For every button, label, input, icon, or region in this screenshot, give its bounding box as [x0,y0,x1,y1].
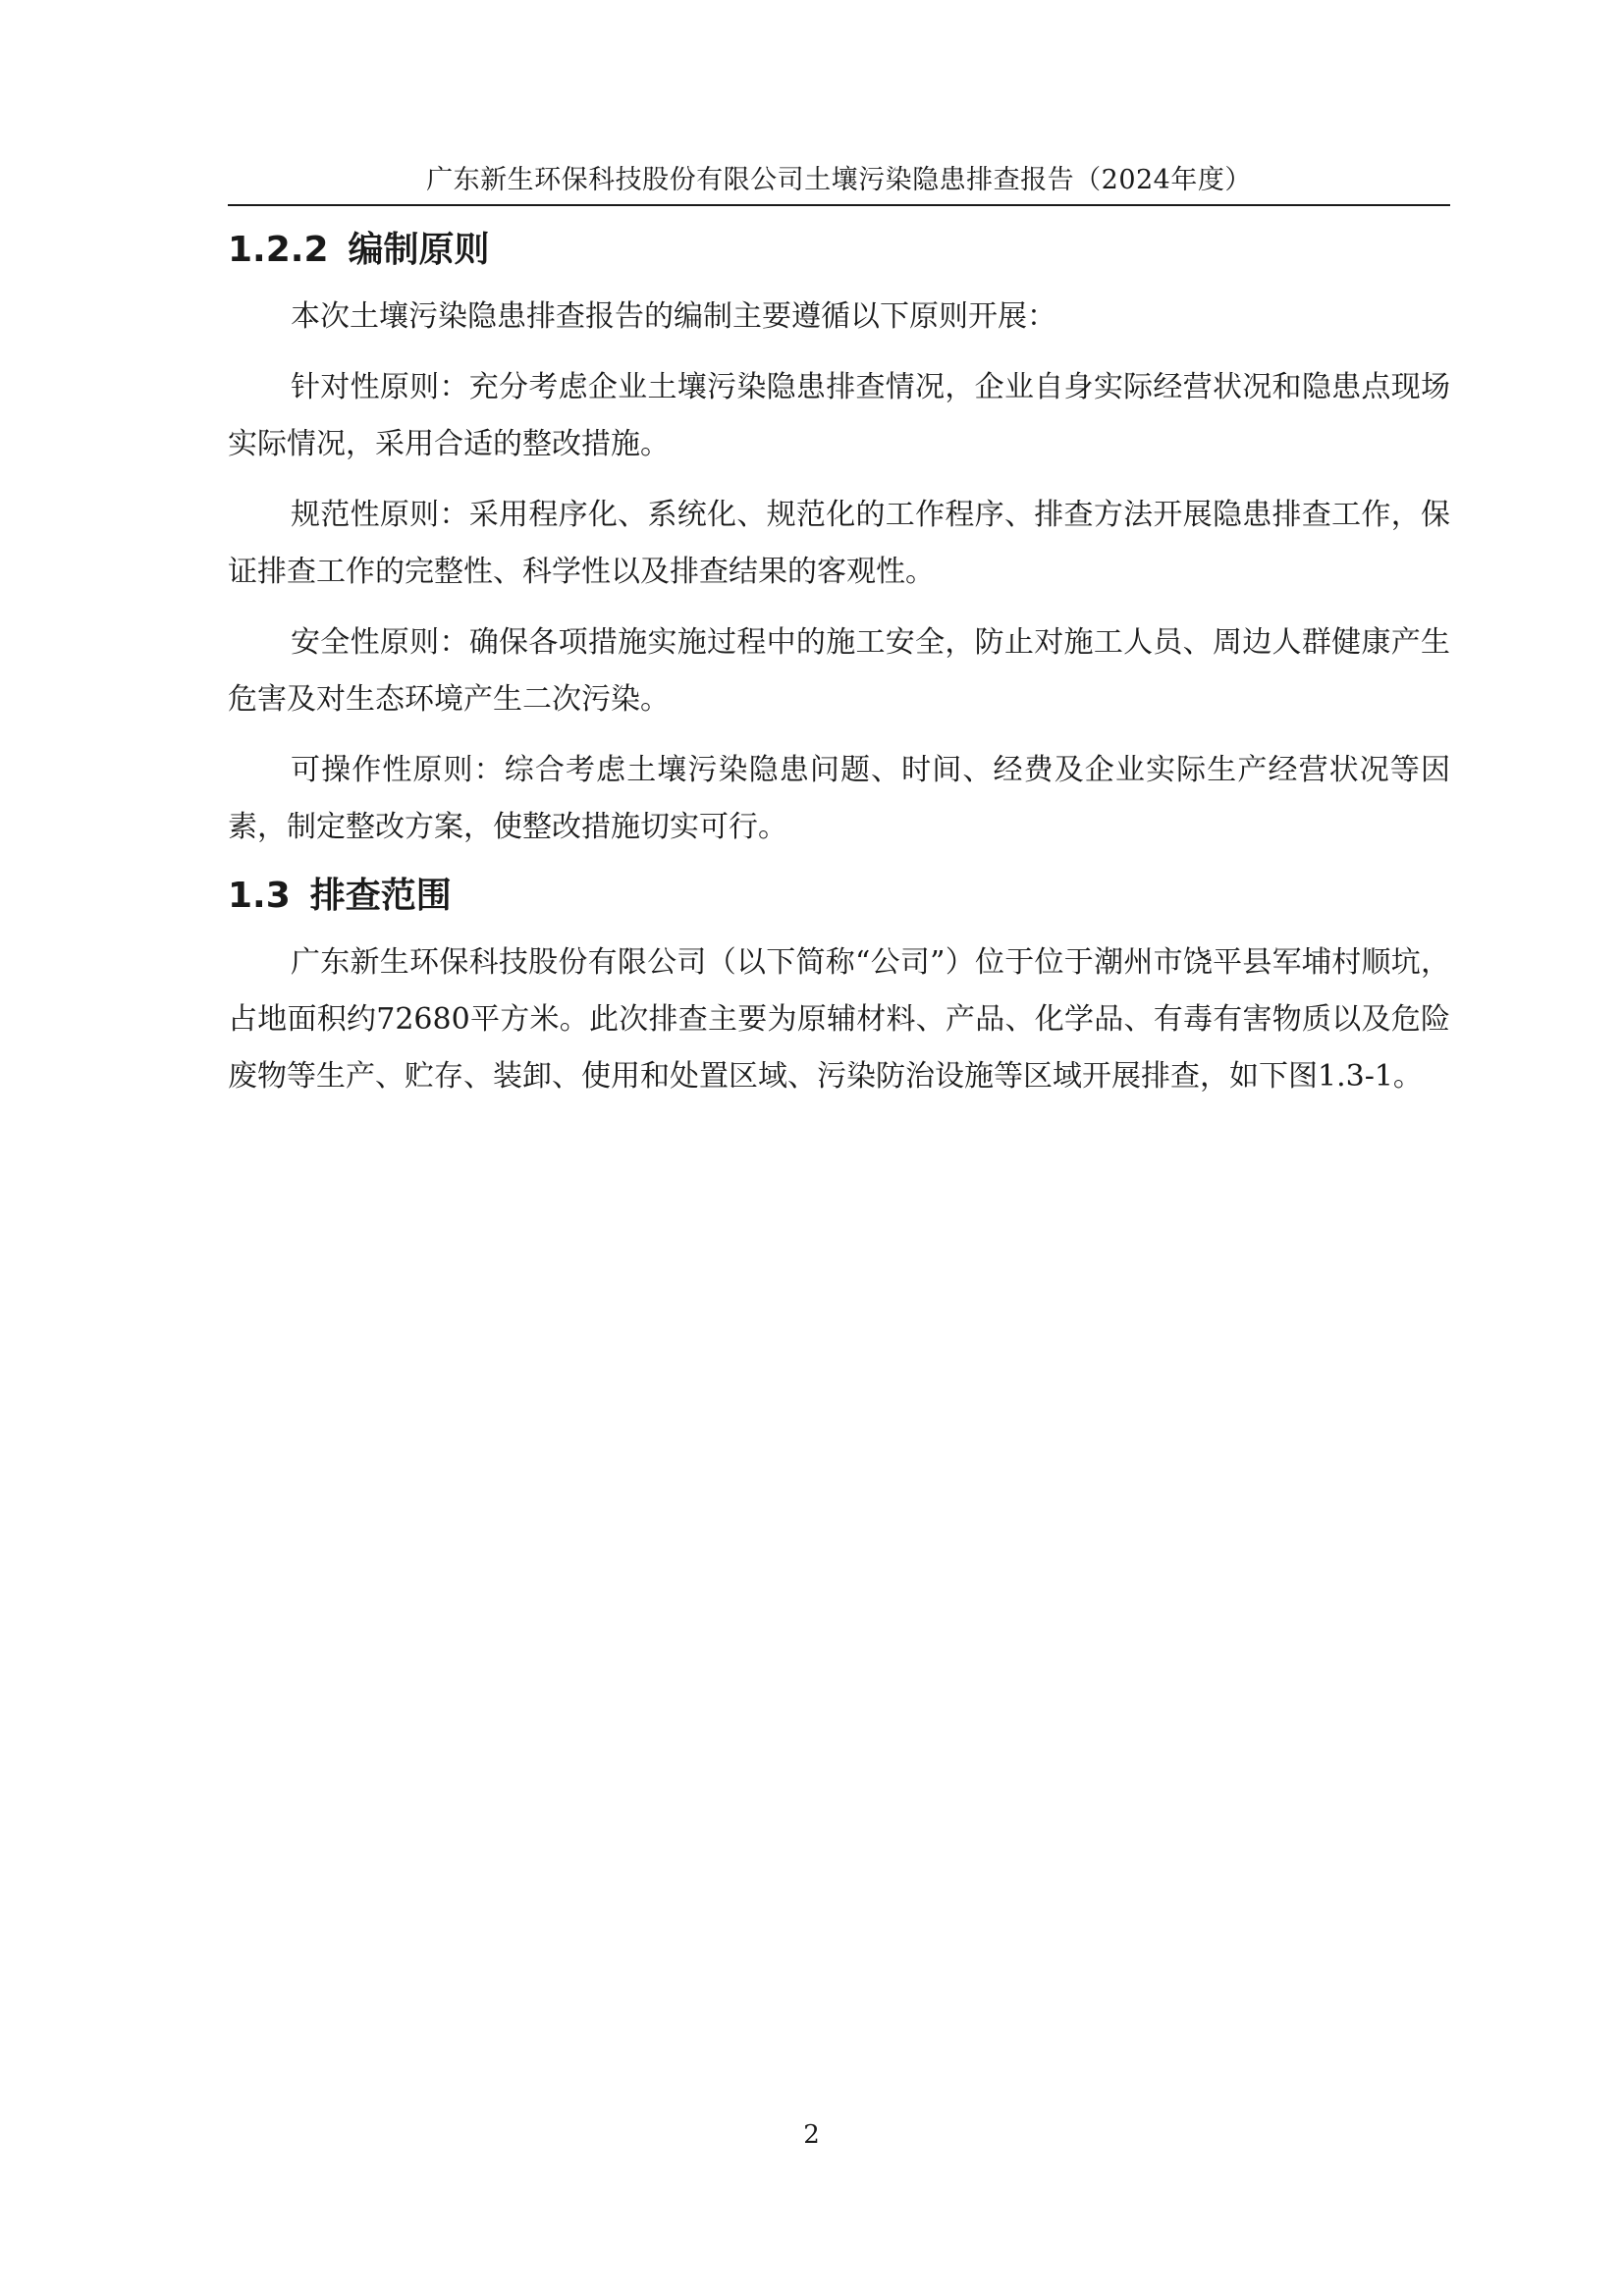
page-header [228,157,1450,206]
section-heading-scope [228,864,1450,929]
paragraph-standard-principle: 规范性原则：采用程序化、系统化、规范化的工作程序、排查方法开展隐患排查工作，保证排查工作的完整性、科学性以及排查结果的客观性。 [228,498,1450,589]
section-title: 编制原则 [348,230,490,270]
section-title: 排查范围 [309,876,452,916]
paragraph-operability-principle: 可操作性原则：综合考虑土壤污染隐患问题、时间、经费及企业实际生产经营状况等因素，制定整改方案，使整改措施切实可行。 [228,753,1450,844]
paragraph-scope: 广东新生环保科技股份有限公司（以下简称“公司”）位于位于潮州市饶平县军埔村顺坑，占地面积约72680平方米。此次排查主要为原辅材料、产品、化学品、有毒有害物质以及危险废物等生产、贮存、装卸、使用和处置区域、污染防治设施等区域开展排查，如下图1.3-1。 [228,945,1450,1094]
paragraph-targeted-principle: 针对性原则：充分考虑企业土壤污染隐患排查情况，企业自身实际经营状况和隐患点现场实际情况，采用合适的整改措施。 [228,370,1450,461]
page-number: 2 [803,2120,820,2150]
document-title: 广东新生环保科技股份有限公司土壤污染隐患排查报告（2024年度） [426,165,1252,195]
section-number: 1.3 [228,876,291,916]
section-heading-principles [228,218,1450,283]
paragraph-safety-principle: 安全性原则：确保各项措施实施过程中的施工安全，防止对施工人员、周边人群健康产生危害及对生态环境产生二次污染。 [228,625,1450,717]
section-number: 1.2.2 [228,230,329,270]
paragraph-intro: 本次土壤污染隐患排查报告的编制主要遵循以下原则开展： [291,299,1056,334]
document-body [228,218,1450,1105]
